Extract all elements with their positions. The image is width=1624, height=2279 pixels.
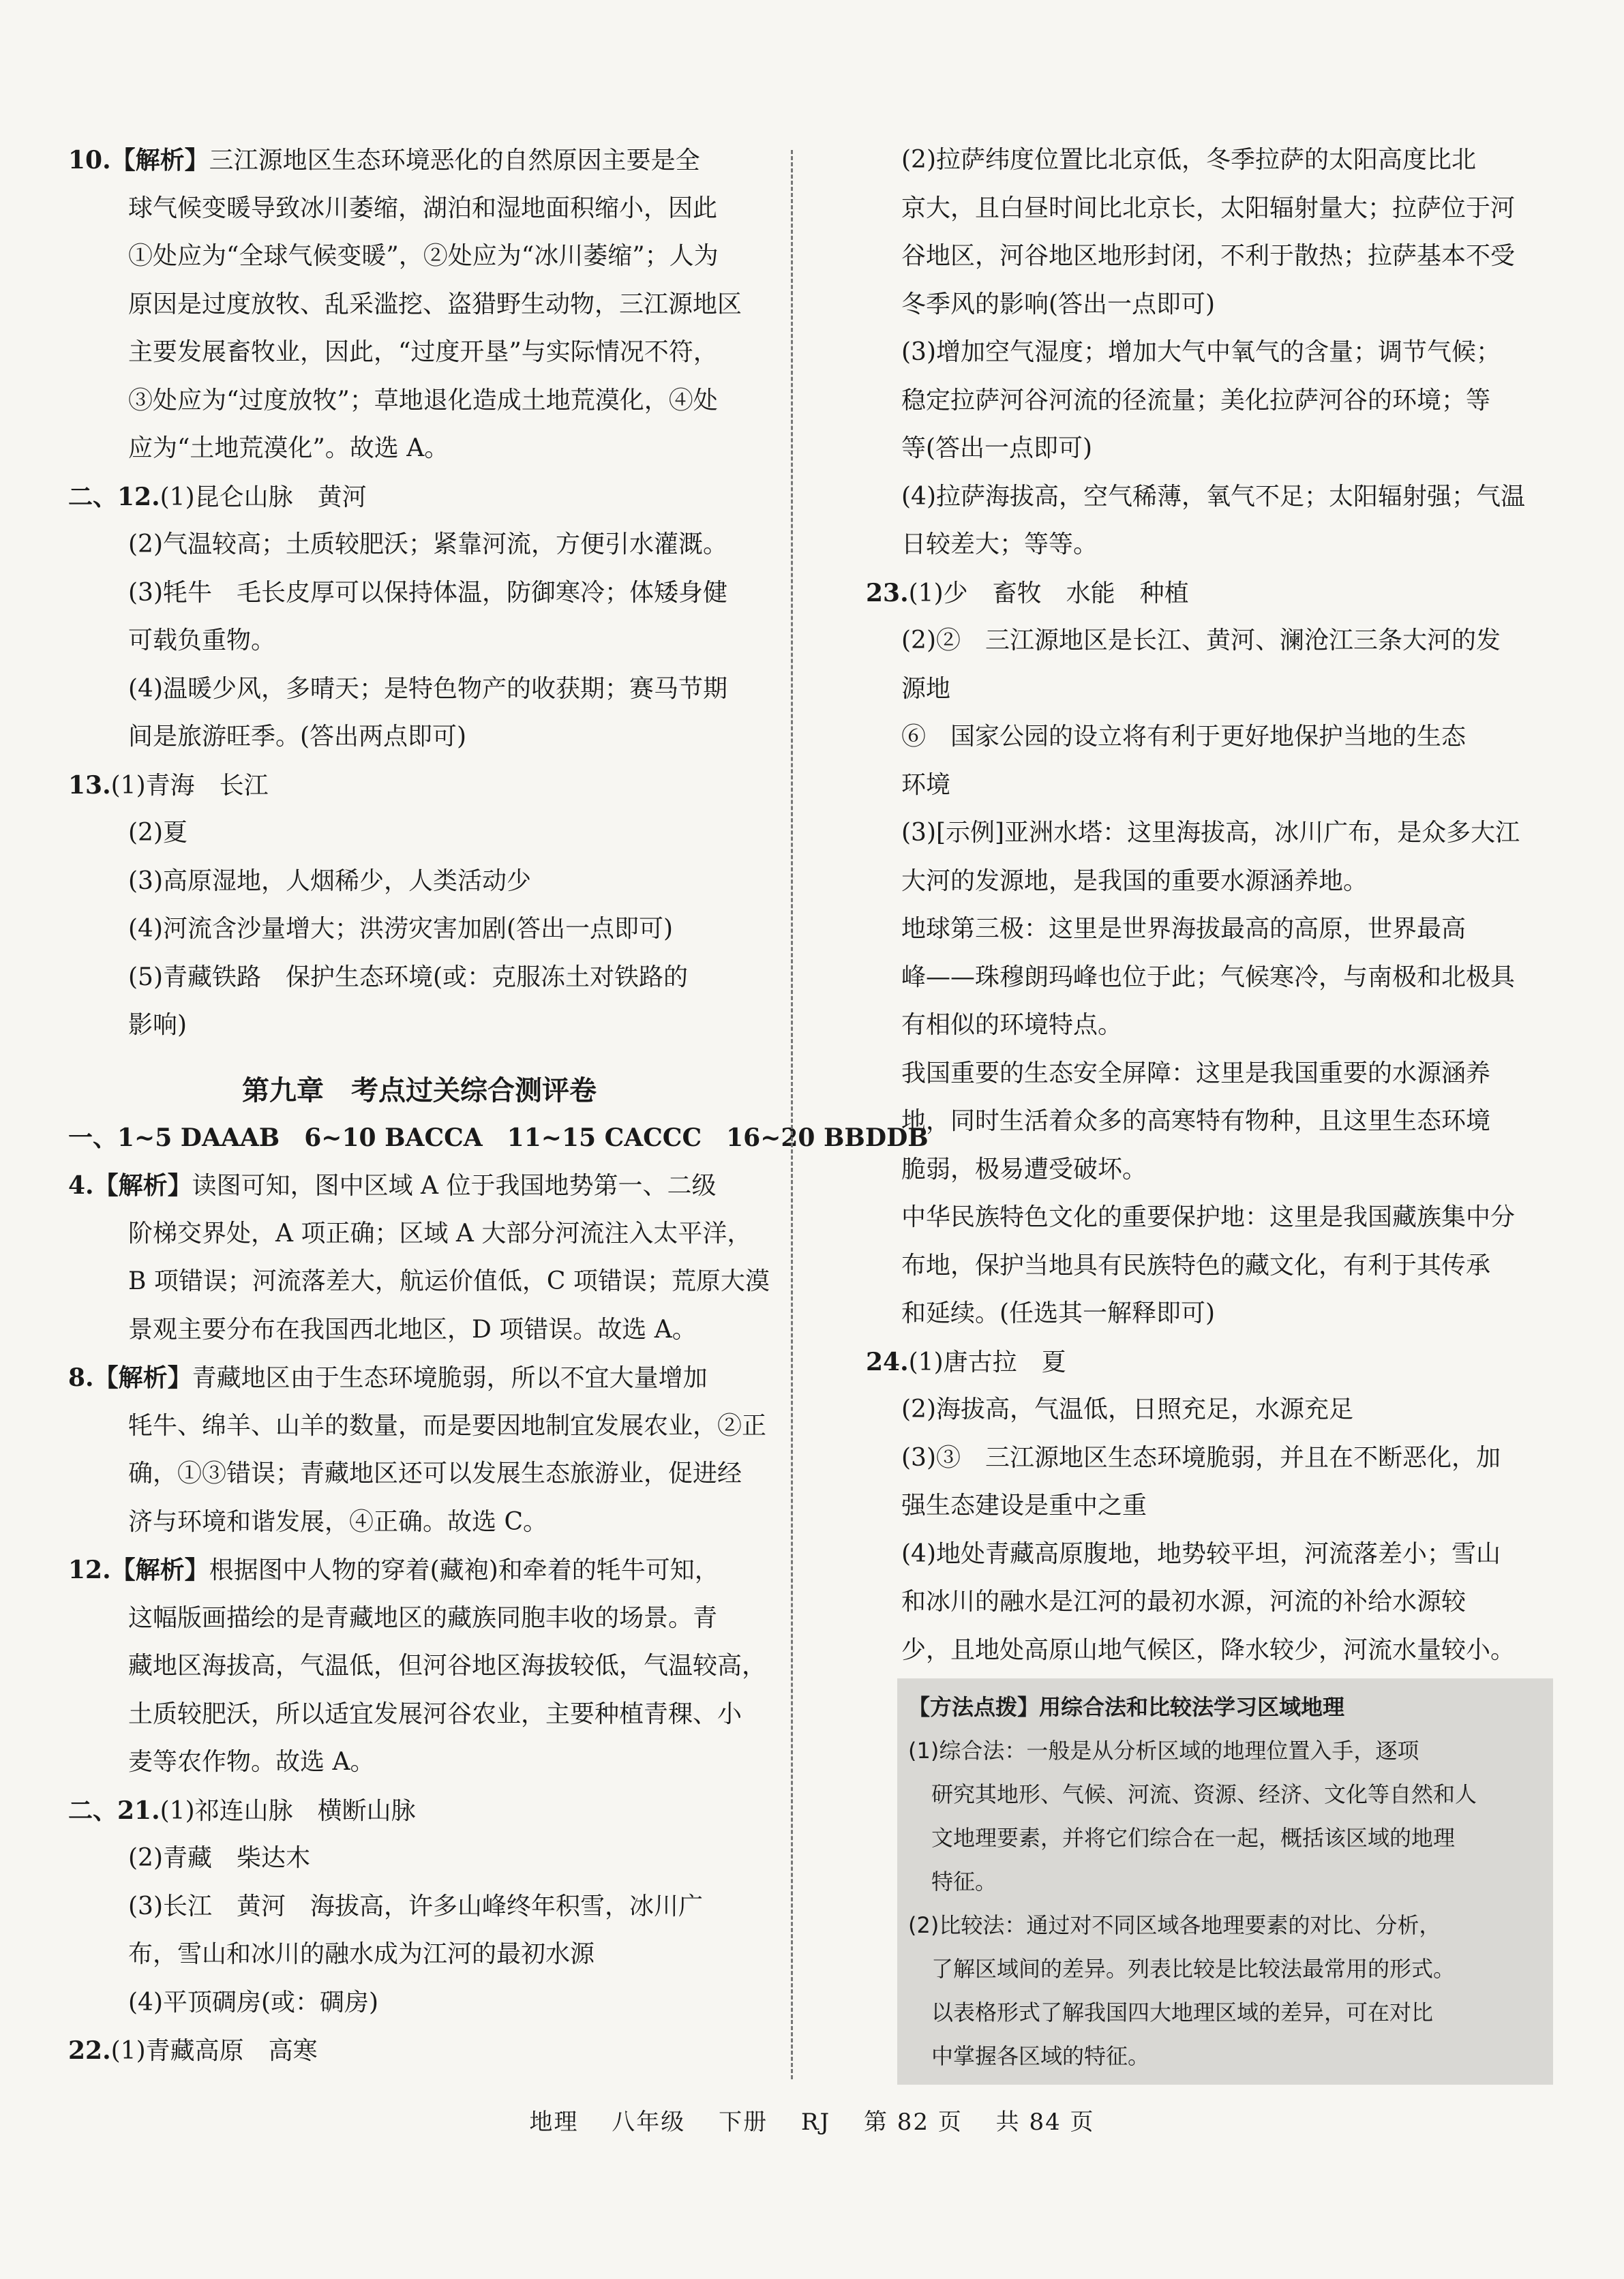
answer-text: 青藏地区由于生态环境脆弱，所以不宜大量增加 xyxy=(192,1364,708,1392)
analysis-tag: 【解析】 xyxy=(93,1171,192,1200)
method-tip-line: 中掌握各区域的特征。 xyxy=(931,2043,1150,2069)
footer-total-pages: 共 84 页 xyxy=(995,2109,1095,2136)
answer-line xyxy=(866,1098,1548,1146)
answer-text: 地球第三极：这里是世界海拔最高的高原，世界最高 xyxy=(901,915,1467,943)
question-number: 24. xyxy=(866,1347,909,1376)
answer-text: 读图可知，图中区域 A 位于我国地势第一、二级 xyxy=(192,1172,717,1200)
right-column xyxy=(866,136,1548,2085)
answer-text: 牦牛、绵羊、山羊的数量，而是要因地制宜发展农业，②正 xyxy=(128,1411,767,1440)
answer-line xyxy=(68,425,770,473)
answer-line xyxy=(68,1162,770,1210)
answer-line xyxy=(866,232,1548,281)
answer-text: (4)拉萨海拔高，空气稀薄，氧气不足；太阳辐射强；气温 xyxy=(901,482,1525,511)
answer-text: (3)长江 黄河 海拔高，许多山峰终年积雪，冰川广 xyxy=(128,1892,703,1920)
page-footer xyxy=(0,2103,1624,2137)
answer-line xyxy=(68,569,770,618)
analysis-tag: 【解析】 xyxy=(110,146,209,175)
method-tip-line: 文地理要素，并将它们综合在一起，概括该区域的地理 xyxy=(931,1825,1456,1851)
answer-text: (1)昆仑山脉 黄河 xyxy=(160,483,367,511)
answer-text: 布地，保护当地具有民族特色的藏文化，有利于其传承 xyxy=(901,1251,1491,1280)
answer-line xyxy=(866,1578,1548,1627)
answer-line xyxy=(866,1146,1548,1194)
answer-line xyxy=(68,185,770,233)
answer-line xyxy=(68,954,770,1002)
answer-text: 稳定拉萨河谷河流的径流量；美化拉萨河谷的环境；等 xyxy=(901,386,1491,414)
answer-text: ⑥ 国家公园的设立将有利于更好地保护当地的生态 xyxy=(901,723,1467,751)
answer-text: (3)③ 三江源地区生态环境脆弱，并且在不断恶化，加 xyxy=(901,1443,1501,1472)
answer-text: 我国重要的生态安全屏障：这里是我国重要的水源涵养 xyxy=(901,1059,1491,1087)
answer-line xyxy=(866,569,1548,618)
answer-text: (4)平顶碉房(或：碉房) xyxy=(128,1988,379,2017)
answer-text: (3)牦牛 毛长皮厚可以保持体温，防御寒冷；体矮身健 xyxy=(128,578,727,607)
answer-line xyxy=(866,1482,1548,1530)
answer-line xyxy=(68,473,770,522)
answer-text: 布，雪山和冰川的融水成为江河的最初水源 xyxy=(128,1940,595,1968)
answer-text: (3)增加空气湿度；增加大气中氧气的含量；调节气候； xyxy=(901,338,1501,366)
answer-text: 谷地区，河谷地区地形封闭，不利于散热；拉萨基本不受 xyxy=(901,242,1516,270)
answer-line xyxy=(866,1001,1548,1050)
answer-text: (2)拉萨纬度位置比北京低，冬季拉萨的太阳高度比北 xyxy=(901,146,1476,174)
answer-line xyxy=(68,809,770,858)
answer-line xyxy=(866,761,1548,810)
footer-page-number: 第 82 页 xyxy=(863,2109,963,2136)
answer-line xyxy=(866,858,1548,906)
answer-text: 和延续。(任选其一解释即可) xyxy=(901,1299,1216,1327)
method-tip-line: 研究其地形、气候、河流、资源、经济、文化等自然和人 xyxy=(931,1781,1477,1807)
answer-text: 强生态建设是重中之重 xyxy=(901,1492,1147,1520)
answer-line xyxy=(866,185,1548,233)
answer-line xyxy=(68,2027,770,2075)
answer-text: (1)青藏高原 高寒 xyxy=(110,2037,318,2065)
answer-line xyxy=(866,905,1548,954)
question-number: 二、21. xyxy=(68,1796,160,1825)
answer-text: (5)青藏铁路 保护生态环境(或：克服冻土对铁路的 xyxy=(128,963,689,991)
answer-text: 京大，且白昼时间比北京长，太阳辐射量大；拉萨位于河 xyxy=(901,194,1516,222)
answer-line xyxy=(68,1450,770,1498)
answer-text: (2)② 三江源地区是长江、黄河、澜沧江三条大河的发 xyxy=(901,627,1501,654)
answer-line xyxy=(866,1627,1548,1675)
answer-line xyxy=(866,809,1548,858)
answer-text: (1)唐古拉 夏 xyxy=(908,1348,1066,1376)
answer-text: 环境 xyxy=(901,770,951,799)
answer-line xyxy=(68,1691,770,1739)
answer-text: 少，且地处高原山地气候区，降水较少，河流水量较小。 xyxy=(901,1635,1516,1664)
answer-text: (4)河流含沙量增大；洪涝灾害加剧(答出一点即可) xyxy=(128,915,674,943)
answer-line xyxy=(866,665,1548,714)
answer-text: 藏地区海拔高，气温低，但河谷地区海拔较低，气温较高， xyxy=(128,1652,767,1680)
answer-text: 可载负重物。 xyxy=(128,627,276,654)
answer-line xyxy=(68,136,770,185)
analysis-tag: 【解析】 xyxy=(110,1556,209,1584)
answer-text: 地，同时生活着众多的高寒特有物种，且这里生态环境 xyxy=(901,1107,1491,1135)
answer-text: 脆弱，极易遭受破坏。 xyxy=(901,1155,1147,1183)
answer-text: 主要发展畜牧业，因此，“过度开垦”与实际情况不符， xyxy=(128,338,718,366)
answer-text: 景观主要分布在我国西北地区，D 项错误。故选 A。 xyxy=(128,1315,697,1344)
answer-text: 根据图中人物的穿着(藏袍)和牵着的牦牛可知， xyxy=(209,1556,719,1584)
answer-line xyxy=(68,1498,770,1547)
question-number: 13. xyxy=(68,770,111,800)
method-tip-line: 以表格形式了解我国四大地理区域的差异，可在对比 xyxy=(931,1999,1434,2025)
answer-text: 土质较肥沃，所以适宜发展河谷农业，主要种植青稞、小 xyxy=(128,1700,742,1728)
answer-text: (1)青海 长江 xyxy=(110,771,269,800)
answer-text: (4)地处青藏高原腹地，地势较平坦，河流落差小；雪山 xyxy=(901,1539,1501,1568)
answer-text: (1)祁连山脉 横断山脉 xyxy=(160,1796,416,1825)
answer-text: 确，①③错误；青藏地区还可以发展生态旅游业，促进经 xyxy=(128,1460,742,1488)
answer-text: ①处应为“全球气候变暖”，②处应为“冰川萎缩”；人为 xyxy=(128,242,719,270)
answer-line xyxy=(866,377,1548,425)
answer-line xyxy=(68,1883,770,1931)
method-tip-box xyxy=(897,1678,1553,2085)
answer-line xyxy=(68,1738,770,1787)
answer-line xyxy=(68,1402,770,1451)
answer-text: (3)[示例]亚洲水塔：这里海拔高，冰川广布，是众多大江 xyxy=(901,819,1520,847)
answer-line xyxy=(68,1210,770,1258)
answer-line xyxy=(68,521,770,569)
answer-line xyxy=(68,905,770,954)
footer-grade: 八年级 xyxy=(612,2109,686,2136)
answer-text: (3)高原湿地，人烟稀少，人类活动少 xyxy=(128,866,531,895)
answer-text: 间是旅游旺季。(答出两点即可) xyxy=(128,723,467,751)
answer-text: 应为“土地荒漠化”。故选 A。 xyxy=(128,434,449,462)
method-tip-line: 特征。 xyxy=(931,1869,997,1895)
method-tip-title: 【方法点拨】用综合法和比较法学习区域地理 xyxy=(908,1694,1345,1720)
answer-text: 大河的发源地，是我国的重要水源涵养地。 xyxy=(901,866,1368,895)
answer-line xyxy=(866,1338,1548,1387)
answer-line xyxy=(866,713,1548,761)
answer-text: 和冰川的融水是江河的最初水源，河流的补给水源较 xyxy=(901,1588,1467,1616)
answer-line xyxy=(68,1546,770,1595)
question-number: 23. xyxy=(866,578,909,607)
answer-text: 麦等农作物。故选 A。 xyxy=(128,1748,375,1776)
answer-text: 峰——珠穆朗玛峰也位于此；气候寒冷，与南极和北极具 xyxy=(901,963,1516,991)
answer-text: (2)夏 xyxy=(128,819,187,847)
answer-line xyxy=(68,1787,770,1835)
answer-text: 济与环境和谐发展，④正确。故选 C。 xyxy=(128,1507,547,1536)
answer-text: B 项错误；河流落差大，航运价值低，C 项错误；荒原大漠 xyxy=(128,1267,770,1295)
answer-line xyxy=(68,377,770,425)
question-number: 4. xyxy=(68,1171,94,1200)
answer-text: 三江源地区生态环境恶化的自然原因主要是全 xyxy=(209,147,700,175)
answer-text: 一、1~5 DAAAB 6~10 BACCA 11~15 CACCC 16~20 BBDDB xyxy=(68,1123,929,1152)
footer-edition: RJ xyxy=(800,2109,831,2136)
chapter-heading xyxy=(68,1050,770,1114)
footer-subject: 地理 xyxy=(529,2109,579,2136)
answer-line xyxy=(68,665,770,714)
answer-line xyxy=(866,1290,1548,1338)
answer-text: 等(答出一点即可) xyxy=(901,434,1093,462)
answer-line xyxy=(866,1242,1548,1291)
answer-text: 日较差大；等等。 xyxy=(901,530,1098,558)
answer-text: (4)温暖少风，多晴天；是特色物产的收获期；赛马节期 xyxy=(128,674,727,703)
answer-line xyxy=(866,473,1548,522)
answer-text: 有相似的环境特点。 xyxy=(901,1011,1123,1039)
answer-text: ③处应为“过度放牧”；草地退化造成土地荒漠化，④处 xyxy=(128,386,718,414)
answer-text: (1)少 畜牧 水能 种植 xyxy=(908,579,1189,607)
answer-line xyxy=(68,1835,770,1883)
answer-text: 冬季风的影响(答出一点即可) xyxy=(901,290,1216,318)
footer-volume: 下册 xyxy=(719,2109,768,2136)
answer-line xyxy=(866,1050,1548,1098)
method-tip-line: (1)综合法：一般是从分析区域的地理位置入手，逐项 xyxy=(908,1738,1419,1764)
answer-line xyxy=(866,425,1548,473)
question-number: 22. xyxy=(68,2036,111,2065)
answer-text: (2)海拔高，气温低，日照充足，水源充足 xyxy=(901,1395,1353,1423)
answer-line xyxy=(866,521,1548,569)
answer-line xyxy=(866,1194,1548,1242)
answer-line xyxy=(68,232,770,281)
question-number: 10. xyxy=(68,146,111,175)
answer-line xyxy=(68,1931,770,1979)
answer-text: 源地 xyxy=(901,674,951,703)
column-divider xyxy=(791,150,793,2079)
answer-line xyxy=(866,1530,1548,1579)
answer-text: (2)青藏 柴达木 xyxy=(128,1844,310,1872)
method-tip-line: 了解区域间的差异。列表比较是比较法最常用的形式。 xyxy=(931,1956,1456,1982)
answer-line xyxy=(68,1595,770,1643)
answer-line xyxy=(68,1114,929,1162)
answer-text: (2)气温较高；土质较肥沃；紧靠河流，方便引水灌溉。 xyxy=(128,530,727,558)
answer-text: 影响) xyxy=(128,1011,187,1039)
answer-line xyxy=(68,1258,770,1306)
answer-text: 原因是过度放牧、乱采滥挖、盗猎野生动物，三江源地区 xyxy=(128,290,742,318)
answer-line xyxy=(866,1386,1548,1434)
answer-line xyxy=(68,1642,770,1691)
answer-line xyxy=(68,1354,770,1402)
answer-text: 阶梯交界处，A 项正确；区域 A 大部分河流注入太平洋， xyxy=(128,1219,752,1248)
answer-text: 第九章 考点过关综合测评卷 xyxy=(242,1074,597,1106)
answer-line xyxy=(68,713,770,761)
analysis-tag: 【解析】 xyxy=(93,1363,192,1392)
answer-line xyxy=(68,1001,770,1050)
answer-line xyxy=(68,1306,770,1355)
answer-line xyxy=(866,136,1548,185)
answer-line xyxy=(68,1979,770,2027)
answer-line xyxy=(866,954,1548,1002)
answer-line xyxy=(866,1434,1548,1483)
answer-line xyxy=(68,617,770,665)
answer-text: 这幅版画描绘的是青藏地区的藏族同胞丰收的场景。青 xyxy=(128,1603,718,1632)
question-number: 12. xyxy=(68,1556,111,1584)
answer-line xyxy=(68,761,770,810)
answer-line xyxy=(68,858,770,906)
question-number: 8. xyxy=(68,1363,94,1392)
answer-line xyxy=(866,329,1548,377)
answer-line xyxy=(866,281,1548,329)
answer-line xyxy=(866,617,1548,665)
answer-line xyxy=(68,329,770,377)
question-number: 二、12. xyxy=(68,482,160,511)
answer-text: 球气候变暖导致冰川萎缩，湖泊和湿地面积缩小，因此 xyxy=(128,194,718,222)
answer-line xyxy=(68,281,770,329)
method-tip-line: (2)比较法：通过对不同区域各地理要素的对比、分析， xyxy=(908,1912,1441,1938)
answer-text: 中华民族特色文化的重要保护地：这里是我国藏族集中分 xyxy=(901,1203,1516,1231)
